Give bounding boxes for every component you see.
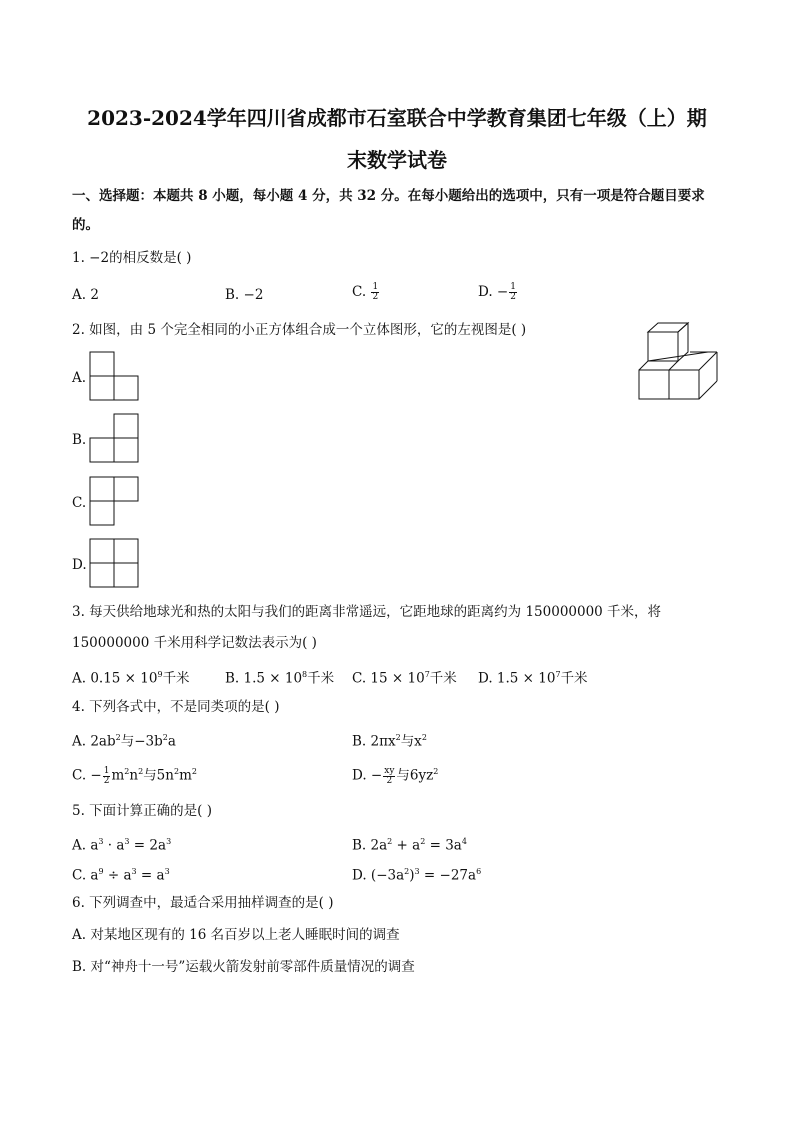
q6-option-a: A. 对某地区现有的 16 名百岁以上老人睡眠时间的调查 [72, 927, 400, 943]
q1-stem: 1. −2的相反数是( ) [72, 250, 192, 266]
q3-option-b: B. $1.5 \times 10^8$千米 [225, 670, 335, 687]
q2-option-a-label: A. [72, 370, 87, 386]
q3-option-d: D. $1.5 \times 10^7$千米 [478, 670, 588, 687]
q3-option-a: A. $0.15 \times 10^9$千米 [72, 670, 190, 687]
exam-title-line2: 末数学试卷 [347, 148, 447, 172]
q1-option-a: A. 2 [72, 287, 99, 303]
q5-option-a: A. $a^3 \cdot a^3 = 2a^3$ [72, 837, 172, 854]
q2-option-d-figure [89, 538, 139, 588]
q6-option-b: B. 对“神舟十一号”运载火箭发射前零部件质量情况的调查 [72, 959, 415, 975]
q2-option-d-label: D. [72, 557, 87, 573]
q5-stem: 5. 下面计算正确的是( ) [72, 803, 212, 819]
q1-option-c: C. $\frac{1}{2}$ [352, 282, 379, 302]
q4-option-c: C. − $\frac{1}{2}$ $m^2n^2$与$5n^2m^2$ [72, 765, 197, 786]
q2-option-c-figure [89, 476, 139, 526]
q2-option-b-label: B. [72, 432, 87, 448]
q2-option-c-label: C. [72, 495, 87, 511]
q1-d-fraction: $\frac{1}{2}$ [510, 282, 516, 302]
q4-option-a: A. $2ab^2$与$-3b^2a$ [72, 733, 176, 750]
cube-bottom-left-front [639, 370, 669, 399]
q1-c-fraction: $\frac{1}{2}$ [372, 282, 379, 302]
exam-title-line1: 2023-2024学年四川省成都市石室联合中学教育集团七年级（上）期 [87, 106, 707, 130]
q5-option-b: B. $2a^2 + a^2 = 3a^4$ [352, 837, 467, 854]
q3-option-c: C. $15 \times 10^7$千米 [352, 670, 457, 687]
q5-option-d: D. $(-3a^2)^3 = -27a^6$ [352, 867, 482, 884]
cube-bottom-right-front [669, 370, 699, 399]
cube-top-front [648, 332, 678, 361]
q4-stem: 4. 下列各式中，不是同类项的是( ) [72, 699, 280, 715]
q4-option-b: B. $2\pi x^2$与$x^2$ [352, 733, 427, 750]
q1-option-b: B. −2 [225, 287, 264, 303]
q3-stem-line1: 3. 每天供给地球光和热的太阳与我们的距离非常遥远，它距地球的距离约为 150000000 千米，将 [72, 604, 662, 620]
q2-option-b-figure [89, 413, 139, 463]
section-intro-line2: 的。 [72, 217, 99, 233]
q3-stem-line2: 150000000 千米用科学记数法表示为( ) [72, 635, 317, 651]
section-intro-line1: 一、选择题：本题共 8 小题，每小题 4 分，共 32 分。在每小题给出的选项中，只有一项是符合题目要求 [72, 188, 705, 204]
cube-top-top [648, 323, 688, 332]
q4-option-d: D. − $\frac{xy}{2}$ 与$6yz^2$ [352, 765, 439, 786]
q5-option-c: C. $a^9 \div a^3 = a^3$ [72, 867, 170, 884]
q2-option-a-figure [89, 351, 139, 401]
q6-stem: 6. 下列调查中，最适合采用抽样调查的是( ) [72, 895, 334, 911]
q2-stem: 2. 如图，由 5 个完全相同的小正方体组合成一个立体图形，它的左视图是( ) [72, 322, 527, 338]
q2-cube-figure [638, 320, 722, 402]
q1-option-d: D. − $\frac{1}{2}$ [478, 282, 516, 302]
